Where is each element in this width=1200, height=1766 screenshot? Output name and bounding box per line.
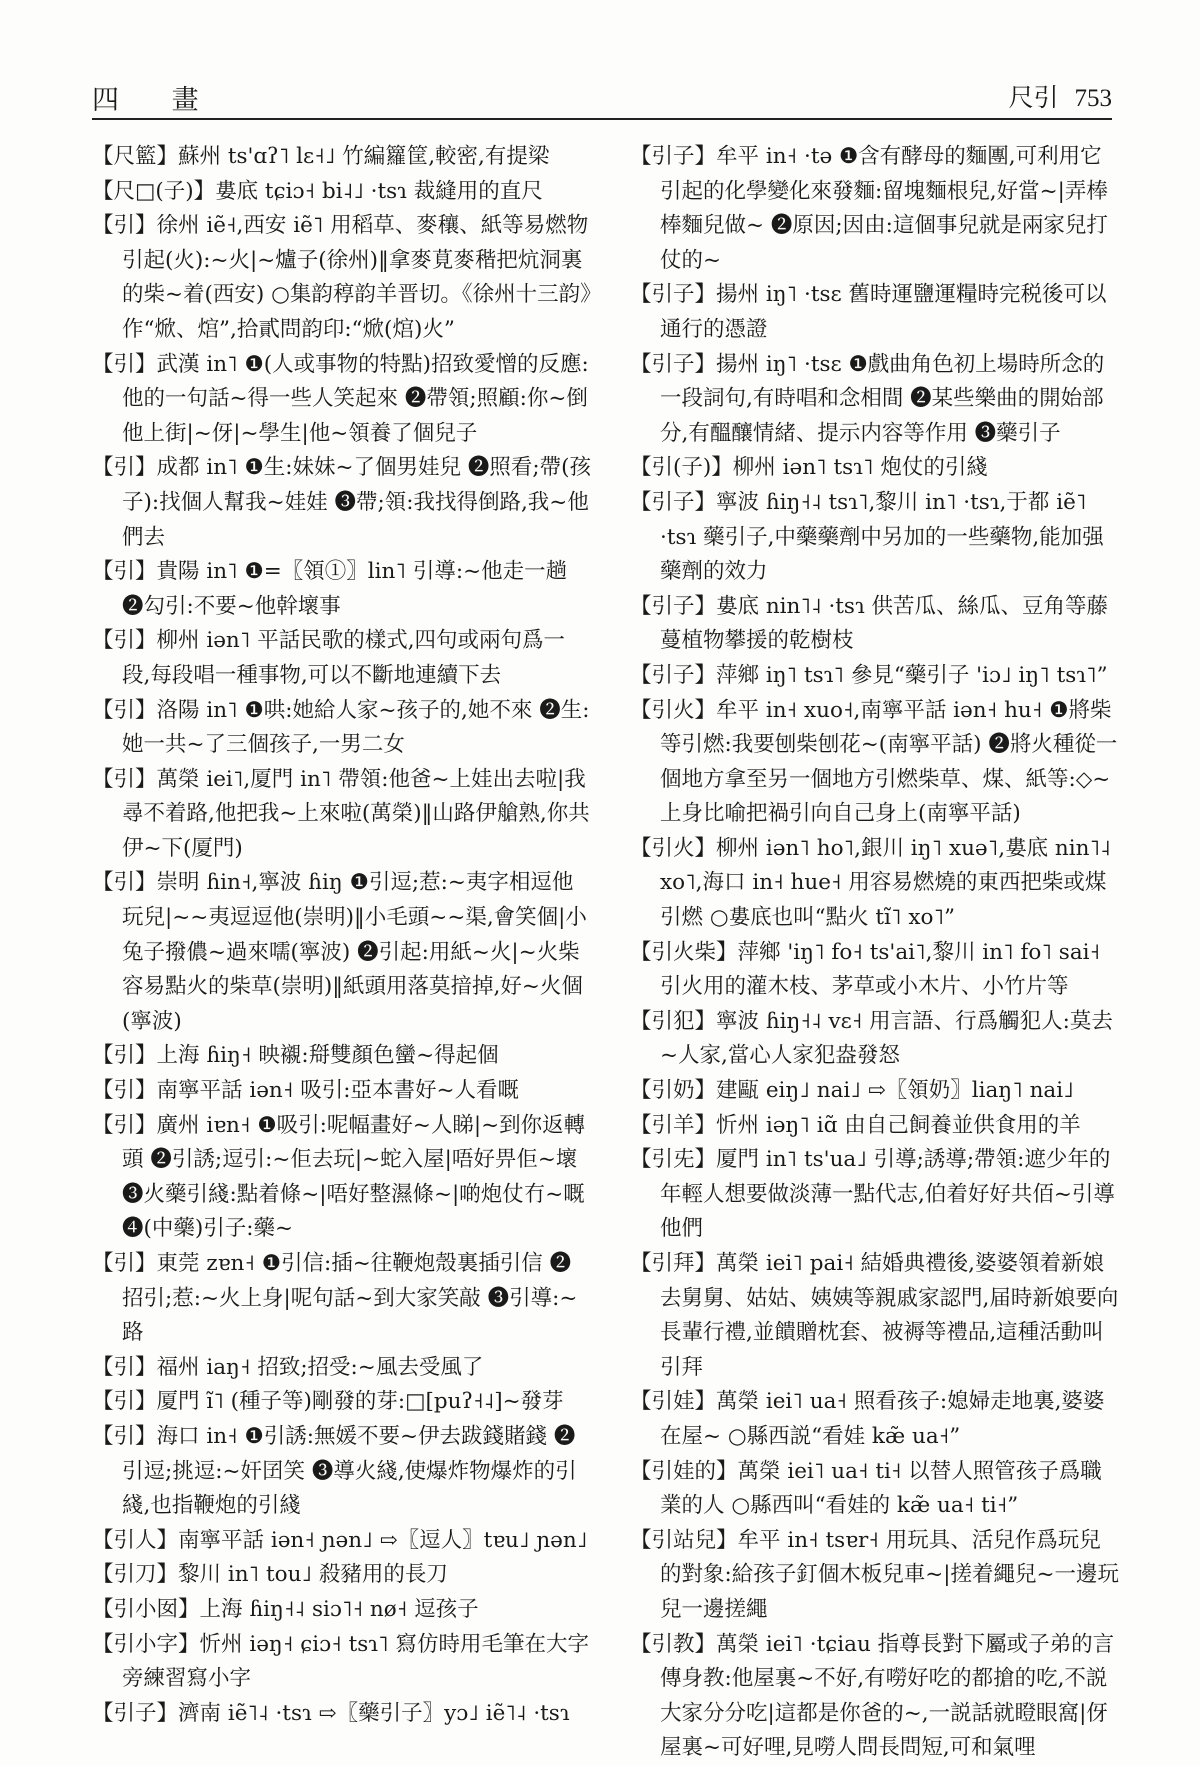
dictionary-entry: 【尺□(子)】婁底 tɕiɔ˧ bi˨˩ ·tsɿ 裁縫用的直尺: [92, 178, 543, 204]
dictionary-entry: 【引】柳州 iən˥ 平話民歌的樣式,四句或兩句爲一段,每段唱一種事物,可以不斷地連續下去: [92, 628, 566, 688]
dictionary-entry: 【引娃】萬榮 iei˥ ua˧ 照看孩子:媳婦走地裏,婆婆在屋~ ○縣西説“看娃 kæ̃ ua˧”: [630, 1389, 1105, 1449]
dictionary-entry: 【引】徐州 iẽ˧,西安 iẽ˥ 用稻草、麥穰、紙等易燃物引起(火):~火|~爐子(徐州)‖拿麥莧麥稭把炕洞裏的柴~着(西安) ○集韵稕韵羊晋切。《徐州十三韵》作“焮、熍”,拾貳問韵印:“焮(熍)火”: [92, 213, 591, 342]
dictionary-entry: 【引】萬榮 iei˥,厦門 in˥ 帶領:他爸~上娃出去啦|我尋不着路,他把我~上來啦(萬榮)‖山路伊艙熟,你共伊~下(厦門): [92, 766, 590, 861]
dictionary-entry: 【引火】柳州 iən˥ ho˥,銀川 iŋ˥ xuə˥,婁底 nin˥˨ xo˥,海口 in˧ hue˧ 用容易燃燒的東西把柴或煤引燃 ○婁底也叫“點火 tĩ˥ xo˥”: [630, 835, 1111, 931]
dictionary-entry: 【引】崇明 ɦin˧,寧波 ɦiŋ ❶引逗;惹:~夷字相逗他玩兒|~~夷逗逗他(崇明)‖小毛頭~~渠,會笑個|小兔子撥儂~過來嚅(寧波) ❷引起:用紙~火|~火柴容易點火的柴草(崇明)‖紙頭用落莫揞掉,好~火個(寧波): [92, 870, 587, 1034]
dictionary-entry: 【引小囡】上海 ɦiŋ˧˨ siɔ˥˧ nø˧ 逗孩子: [92, 1596, 479, 1622]
dictionary-entry: 【引羊】忻州 iəŋ˥ iɑ̃ 由自己飼養並供食用的羊: [630, 1112, 1081, 1138]
dictionary-entry: 【引人】南寧平話 iən˧ ɲən˩ ⇨〖逗人〗tɐu˩ ɲən˩: [92, 1527, 588, 1553]
dictionary-entry: 【引】上海 ɦiŋ˧ 映襯:搿雙顏色蠻~得起個: [92, 1043, 499, 1069]
dictionary-entry: 【引犯】寧波 ɦiŋ˧˨ vɛ˧ 用言語、行爲觸犯人:莫去~人家,當心人家犯盎發怒: [630, 1008, 1113, 1069]
dictionary-entry: 【引小字】忻州 iəŋ˧ ɕiɔ˧ tsɿ˥ 寫仿時用毛筆在大字旁練習寫小字: [92, 1631, 589, 1692]
dictionary-entry: 【引】海口 in˧ ❶引誘:無媛不要~伊去跋錢賭錢 ❷引逗;挑逗:~奸囝笑 ❸導火綫,使爆炸物爆炸的引綫,也指鞭炮的引綫: [92, 1423, 577, 1519]
right-column: [630, 140, 1120, 1761]
dictionary-entry: 【引娃的】萬榮 iei˥ ua˧ ti˧ 以替人照管孩子爲職業的人 ○縣西叫“看娃的 kæ̃ ua˧ ti˧”: [630, 1458, 1102, 1519]
page-number: 753: [1074, 85, 1112, 112]
section-title: 四 畫: [92, 85, 221, 116]
dictionary-entry: 【引子】寧波 ɦiŋ˧˨ tsɿ˥,黎川 in˥ ·tsɿ,于都 iẽ˥ ·tsɿ 藥引子,中藥藥劑中另加的一些藥物,能加强藥劑的效力: [630, 489, 1104, 585]
dictionary-entry: 【引】南寧平話 iən˧ 吸引:亞本書好~人看嘅: [92, 1078, 519, 1104]
dictionary-entry: 【引子】濟南 iẽ˥˨ ·tsɿ ⇨〖藥引子〗yɔ˩ iẽ˥˨ ·tsɿ: [92, 1700, 570, 1726]
dictionary-entry: 【引子】萍鄉 iŋ˥ tsɿ˥ 參見“藥引子 'iɔ˩ iŋ˥ tsɿ˥”: [630, 662, 1108, 688]
dictionary-entry: 【引】厦門 ĩ˥ (種子等)剛發的芽:□[puʔ˧˨]~發芽: [92, 1389, 564, 1415]
dictionary-entry: 【引兂】厦門 in˥ ts'ua˩ 引導;誘導;帶領:遮少年的年輕人想要做淡薄一點代志,伯着好好共佰~引導他們: [630, 1147, 1115, 1242]
dictionary-entry: 【引】武漢 in˥ ❶(人或事物的特點)招致愛憎的反應:他的一句話~得一些人笑起來 ❷帶領;照顧:你~倒他上街|~伢|~學生|他~領養了個兒子: [92, 351, 589, 446]
dictionary-entry: 【引】成都 in˥ ❶生:妹妹~了個男娃兒 ❷照看;帶(孩子):找個人幫我~娃娃 ❸帶;領:我找得倒路,我~他們去: [92, 455, 591, 550]
dictionary-entry: 【引刀】黎川 in˥ tou˩ 殺豬用的長刀: [92, 1562, 448, 1588]
running-head: [1008, 78, 1112, 114]
dictionary-entry: 【引站兒】牟平 in˧ tsɐr˧ 用玩具、活兒作爲玩兒的對象:給孩子釘個木板兒車~|搓着繩兒~一邊玩兒一邊搓繩: [630, 1527, 1120, 1622]
left-column: [92, 140, 592, 1726]
dictionary-entry: 【引】福州 iaŋ˧ 招致;招受:~風去受風了: [92, 1354, 484, 1380]
dictionary-entry: 【引拜】萬榮 iei˥ pai˧ 結婚典禮後,婆婆領着新娘去舅舅、姑姑、姨姨等親戚家認門,届時新娘要向長輩行禮,並饋贈枕套、被褥等禮品,這種活動叫引拜: [630, 1251, 1119, 1380]
dictionary-entry: 【引子】牟平 in˧ ·tə ❶含有酵母的麵團,可利用它引起的化學變化來發麵:留塊麵根兒,好當~|弄棒棒麵兒做~ ❷原因;因由:這個事兒就是兩家兒打仗的~: [630, 144, 1108, 273]
dictionary-entry: 【引子】揚州 iŋ˥ ·tsɛ 舊時運鹽運糧時完税後可以通行的憑證: [630, 282, 1107, 342]
dictionary-entry: 【引奶】建甌 eiŋ˩ nai˩ ⇨〖領奶〗liaŋ˥ nai˩: [630, 1078, 1074, 1104]
dictionary-entry: 【引】東莞 zɐn˧ ❶引信:插~往鞭炮殼裏插引信 ❷招引;惹:~火上身|呢句話~到大家笑敲 ❸引導:~路: [92, 1251, 578, 1346]
dictionary-entry: 【引子】揚州 iŋ˥ ·tsɛ ❶戲曲角色初上場時所念的一段詞句,有時唱和念相間 ❷某些樂曲的開始部分,有醞釀情緒、提示内容等作用 ❸藥引子: [630, 351, 1105, 446]
dictionary-entry: 【引火】牟平 in˧ xuo˧,南寧平話 iən˧ hu˧ ❶將柴等引燃:我要刨柴刨花~(南寧平話) ❷將火種從一個地方拿至另一個地方引燃柴草、煤、紙等:◇~上身比喻把禍引向自己身上(南寧平話): [630, 697, 1118, 827]
dictionary-entry: 【引(子)】柳州 iən˥ tsɿ˥ 炮仗的引綫: [630, 455, 988, 481]
dictionary-entry: 【引子】婁底 nin˥˨ ·tsɿ 供苦瓜、絲瓜、豆角等藤蔓植物攀援的乾樹枝: [630, 593, 1109, 654]
page-header: [92, 72, 1112, 120]
dictionary-entry: 【引火柴】萍鄉 'iŋ˥ fo˧ ts'ai˥,黎川 in˥ fo˥ sai˧ 引火用的灌木枝、茅草或小木片、小竹片等: [630, 939, 1101, 1000]
dictionary-entry: 【引】貴陽 in˥ ❶=〖領①〗lin˥ 引導:~他走一趟 ❷勾引:不要~他幹壞事: [92, 559, 568, 619]
dictionary-entry: 【引教】萬榮 iei˥ ·tɕiau 指尊長對下屬或子弟的言傳身教:他屋裏~不好,有嘮好吃的都搶的吃,不説大家分分吃|這都是你爸的~,一説話就瞪眼窩|伢屋裏~可好哩,見嘮人問長問短,可和氣哩: [630, 1631, 1115, 1761]
headword-range: 尺引: [1008, 83, 1059, 112]
dictionary-entry: 【引】洛陽 in˥ ❶哄:她給人家~孩子的,她不來 ❷生:她一共~了三個孩子,一男二女: [92, 697, 590, 758]
dictionary-entry: 【引】廣州 iɐn˧ ❶吸引:呢幅畫好~人睇|~到你返轉頭 ❷引誘;逗引:~佢去玩|~蛇入屋|唔好畀佢~壞 ❸火藥引綫:點着條~|唔好整濕條~|啲炮仗冇~嘅 ❹(中藥)引子:藥~: [92, 1112, 586, 1242]
dictionary-entry: 【尺籃】蘇州 ts'ɑʔ˥ lɛ˧˩ 竹編籮筐,較密,有提梁: [92, 144, 550, 169]
